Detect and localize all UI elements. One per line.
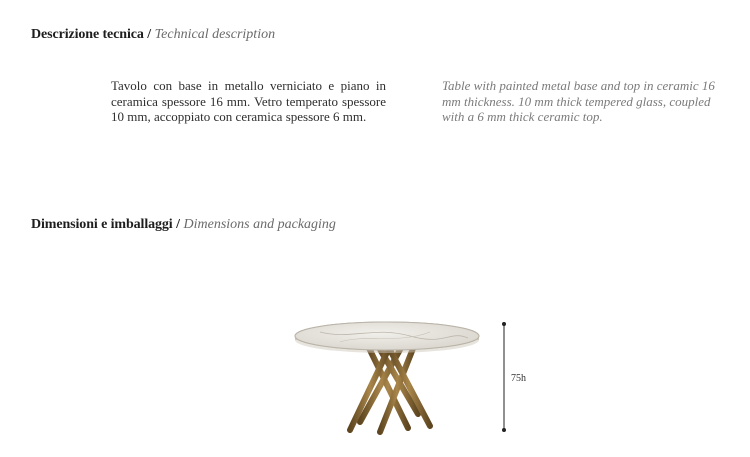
table-base [350,346,430,432]
dimensions-title-en: Dimensions and packaging [183,217,336,232]
heading-separator: / [176,217,180,232]
technical-description-heading [31,27,275,43]
heading-separator: / [147,27,152,42]
description-italian: Tavolo con base in metallo verniciato e piano in ceramica spessore 16 mm. Vetro temperato spessore 10 mm, accoppiato con ceramica spessore 6 mm. [111,78,386,124]
technical-title-it: Descrizione tecnica [31,27,144,42]
dimensions-heading [31,217,336,233]
dimensions-title-it: Dimensioni e imballaggi [31,217,173,232]
technical-title-en: Technical description [154,27,276,42]
height-dimension-line [502,322,506,432]
description-english: Table with painted metal base and top in ceramic 16 mm thickness. 10 mm thick tempered glass, coupled with a 6 mm thick ceramic top. [442,78,715,124]
table-product-illustration [280,310,520,440]
height-dimension-label: 75h [511,373,526,384]
